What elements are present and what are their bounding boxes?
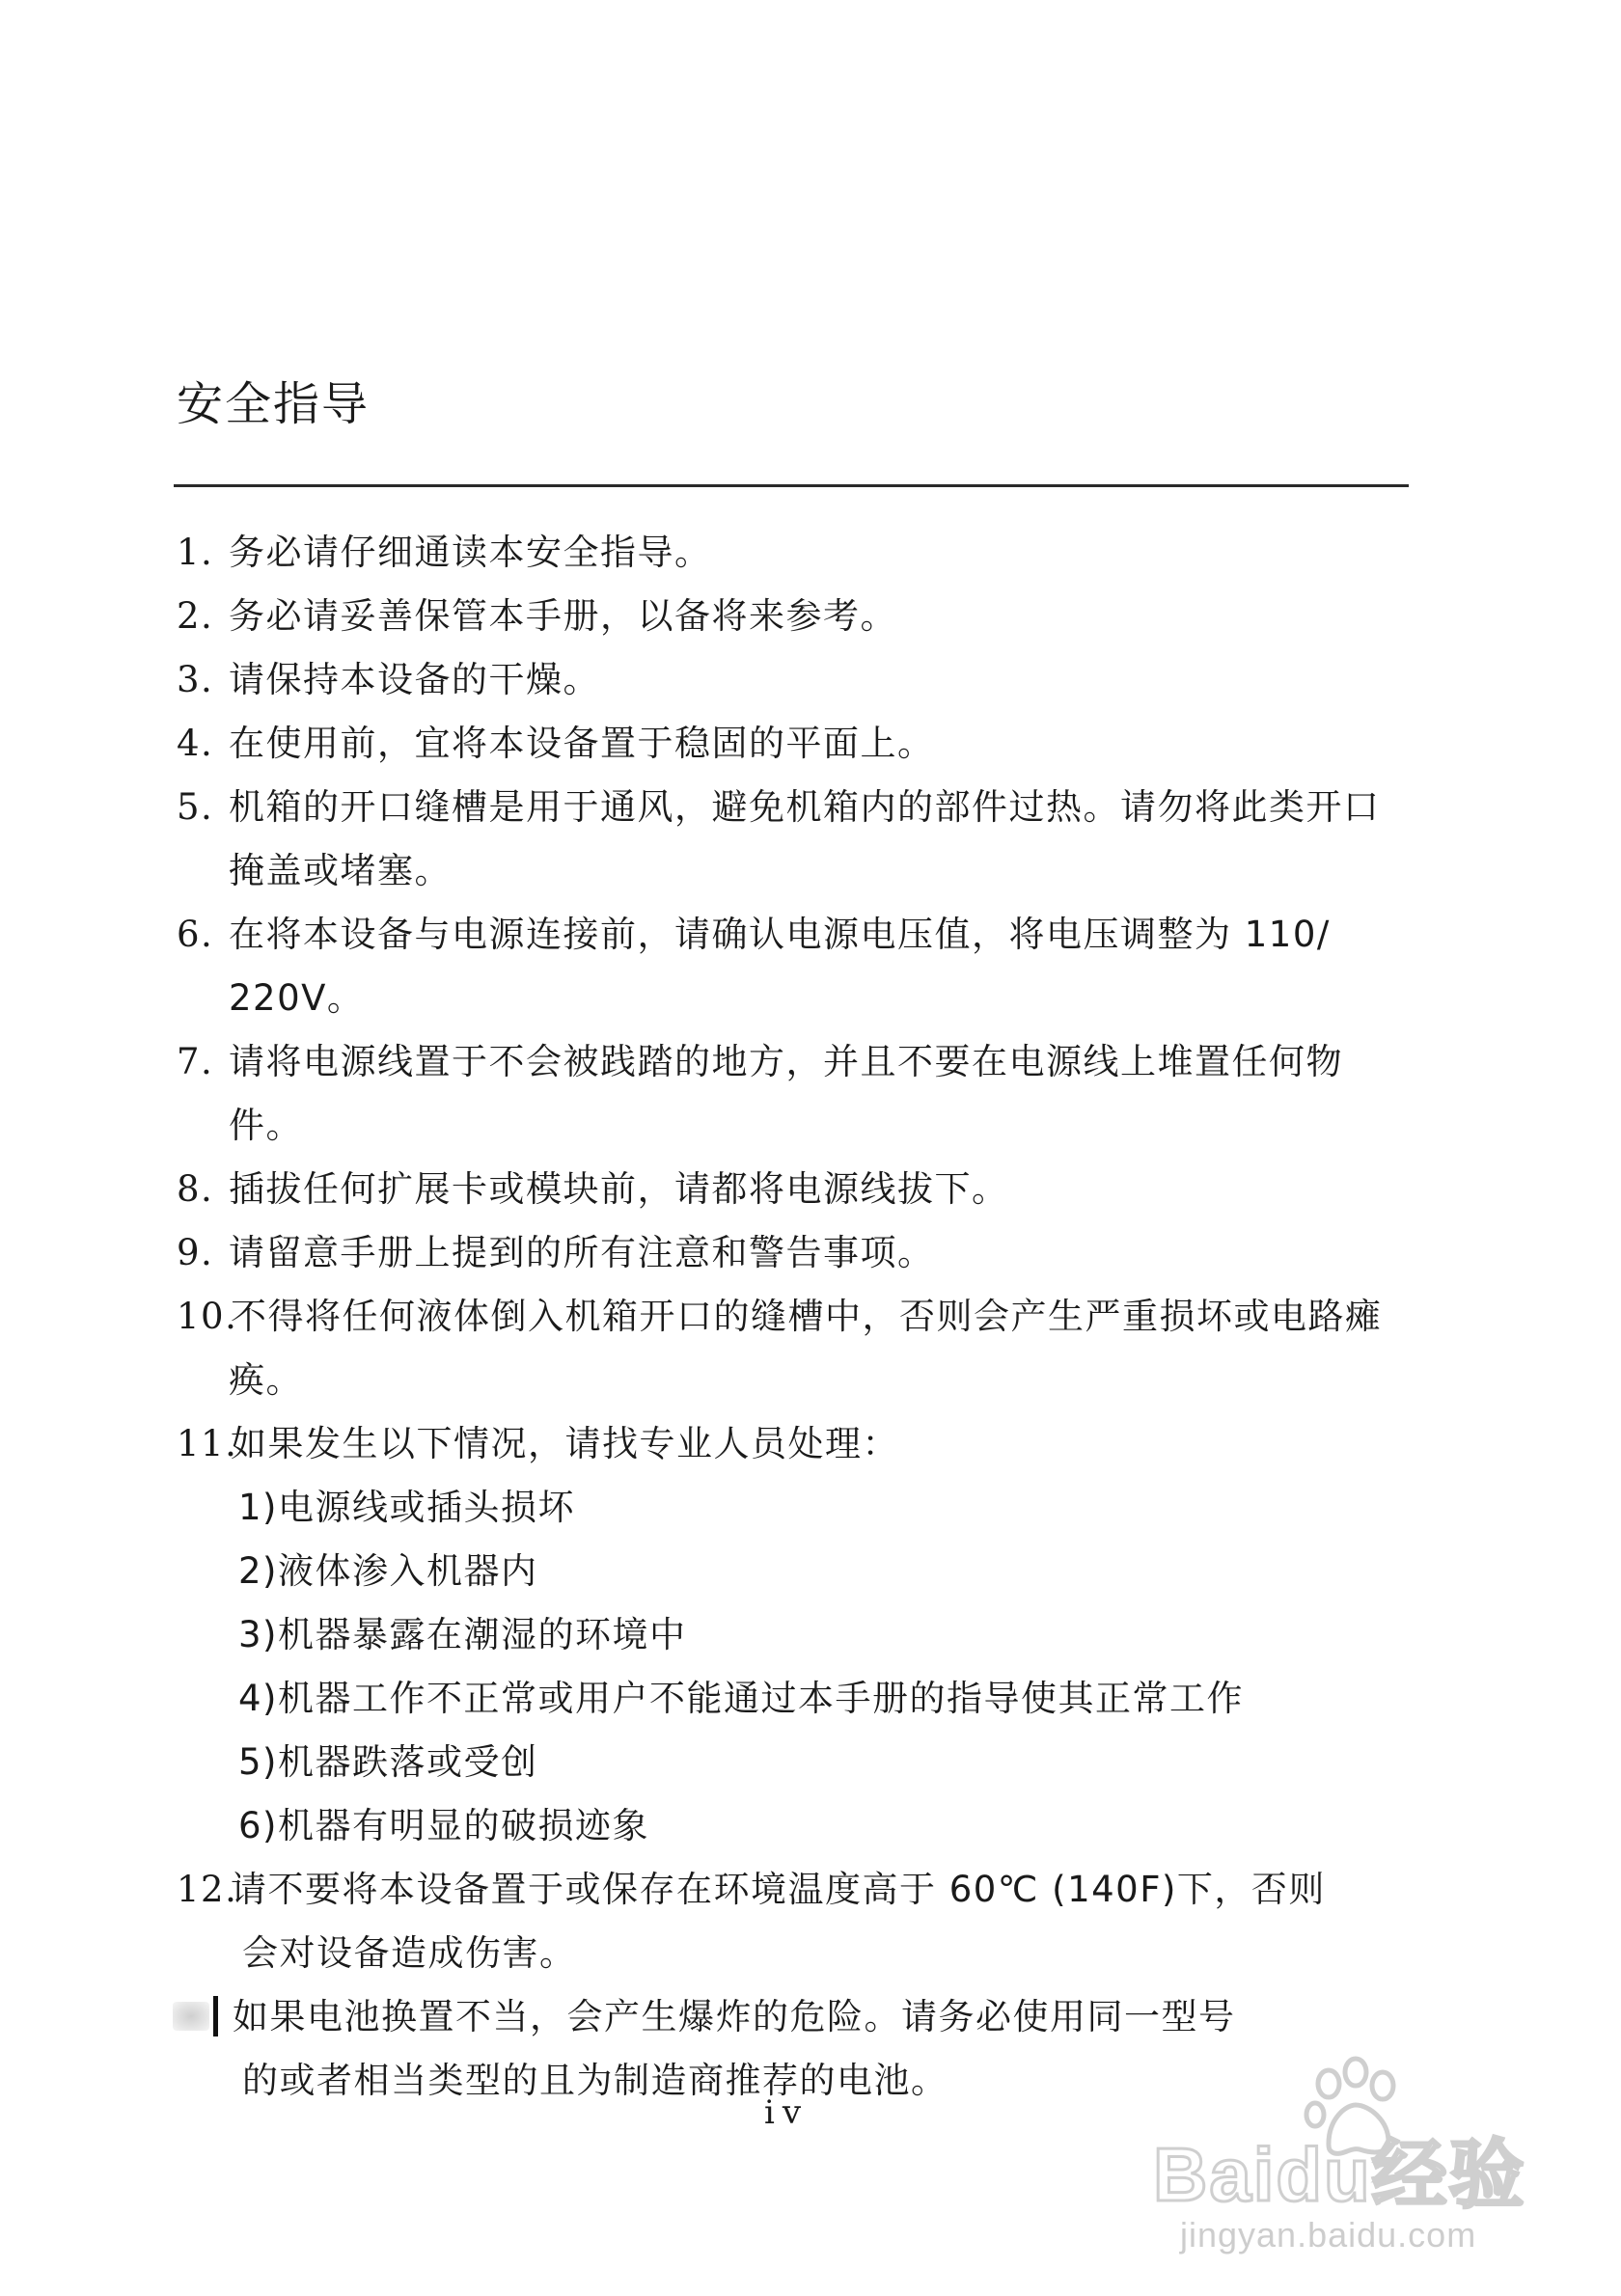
item-number: 8.	[177, 1168, 214, 1210]
item-number: 3.	[177, 659, 214, 700]
item-text: 在使用前，宜将本设备置于稳固的平面上。	[229, 723, 935, 764]
item-number: 5.	[177, 786, 214, 828]
item-text: 请不要将本设备置于或保存在环境温度高于 60℃ (140F)下，否则	[231, 1869, 1326, 1910]
list-item-12	[177, 1858, 1431, 1922]
list-item-8	[177, 1158, 1431, 1221]
list-item-10-continuation: 痪。	[229, 1359, 303, 1401]
safety-instructions-list	[177, 521, 1431, 2113]
item-text: 插拔任何扩展卡或模块前，请都将电源线拔下。	[229, 1168, 1009, 1210]
item-text: 在将本设备与电源连接前，请确认电源电压值，将电压调整为 110/	[229, 914, 1331, 955]
list-item-9	[177, 1221, 1431, 1285]
list-item-10	[177, 1285, 1431, 1349]
sub-item-5: 5)机器跌落或受创	[238, 1741, 538, 1783]
watermark-url: jingyan.baidu.com	[1180, 2215, 1477, 2255]
item-text: 不得将任何液体倒入机箱开口的缝槽中，否则会产生严重损坏或电路瘫	[231, 1296, 1383, 1337]
item-text: 务必请妥善保管本手册，以备将来参考。	[229, 595, 897, 637]
item-text: 务必请仔细通读本安全指导。	[229, 532, 712, 573]
watermark-brand: Baidu经验	[1153, 2132, 1526, 2217]
list-item-7-continuation: 件。	[229, 1105, 303, 1146]
item-number: 1.	[177, 532, 214, 573]
list-item-11	[177, 1412, 1431, 1476]
list-item-5	[177, 776, 1431, 839]
item-text: 请将电源线置于不会被践踏的地方，并且不要在电源线上堆置任何物	[229, 1041, 1343, 1082]
item-number: 12.	[177, 1869, 238, 1910]
item-text: 请保持本设备的干燥。	[229, 659, 600, 700]
sub-item-2: 2)液体渗入机器内	[238, 1550, 538, 1592]
item-number: 10.	[177, 1296, 238, 1337]
caution-icon	[173, 1996, 219, 2035]
list-item-2	[177, 585, 1431, 648]
warning-text: 如果电池换置不当，会产生爆炸的危险。请务必使用同一型号	[233, 1996, 1236, 2037]
item-number: 2.	[177, 595, 214, 637]
baidu-jingyan-watermark	[1153, 2055, 1539, 2255]
item-text: 请留意手册上提到的所有注意和警告事项。	[229, 1232, 935, 1273]
list-item-7	[177, 1030, 1431, 1094]
warning-note	[173, 1985, 1431, 2049]
item-text: 机箱的开口缝槽是用于通风，避免机箱内的部件过热。请勿将此类开口	[229, 786, 1381, 828]
item-number: 4.	[177, 723, 214, 764]
item-number: 9.	[177, 1232, 214, 1273]
sub-item-4: 4)机器工作不正常或用户不能通过本手册的指导使其正常工作	[238, 1678, 1244, 1719]
list-item-6	[177, 903, 1431, 967]
title-divider	[174, 484, 1409, 487]
list-item-3	[177, 648, 1431, 712]
page-number: iv	[764, 2093, 810, 2132]
warning-continuation: 的或者相当类型的且为制造商推荐的电池。	[242, 2060, 948, 2101]
list-item-5-continuation: 掩盖或堵塞。	[229, 850, 452, 891]
item-text: 如果发生以下情况，请找专业人员处理：	[231, 1423, 899, 1464]
list-item-1	[177, 521, 1431, 585]
sub-item-6: 6)机器有明显的破损迹象	[238, 1805, 649, 1846]
list-item-12-continuation: 会对设备造成伤害。	[242, 1932, 577, 1974]
item-number: 7.	[177, 1041, 214, 1082]
sub-item-3: 3)机器暴露在潮湿的环境中	[238, 1614, 687, 1655]
item-number: 11.	[177, 1423, 238, 1464]
list-item-4	[177, 712, 1431, 776]
item-number: 6.	[177, 914, 214, 955]
page-title: 安全指导	[177, 377, 371, 431]
list-item-6-continuation: 220V。	[229, 977, 365, 1019]
sub-item-1: 1)电源线或插头损坏	[238, 1487, 575, 1528]
